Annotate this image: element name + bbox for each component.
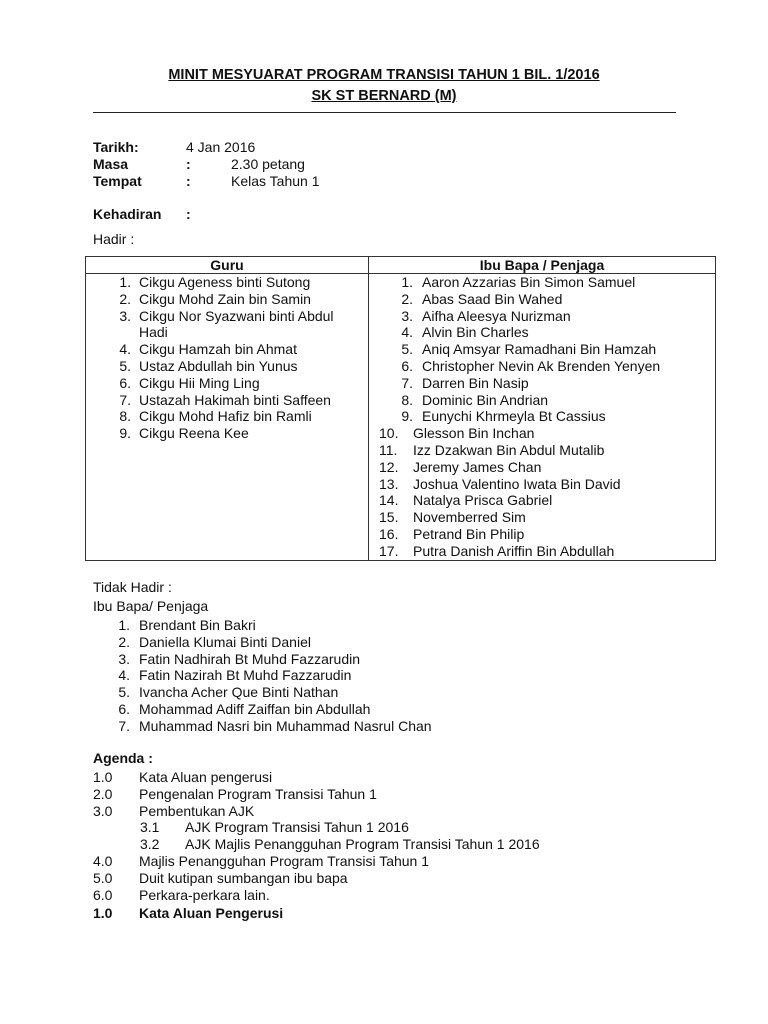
item-number: 7. [118,717,130,734]
item-number: 6. [401,357,413,374]
list-item [369,375,715,392]
agenda-number: 5.0 [93,869,113,886]
agenda-text: Pembentukan AJK [139,802,255,819]
list-item [93,684,432,701]
agenda-number: 1.0 [93,769,113,785]
agenda-text: AJK Majlis Penangguhan Program Transisi Tahun 1 2016 [185,836,540,853]
item-number: 1. [119,274,131,290]
item-name: Abas Saad Bin Wahed [422,290,563,307]
absent-list [93,617,432,735]
item-name: Cikgu Hii Ming Ling [139,374,260,391]
item-number: 1. [118,617,130,633]
item-name: Aifha Aleesya Nurizman [422,307,571,324]
list-item [86,375,368,392]
list-item [86,341,368,358]
item-name: Ustazah Hakimah binti Saffeen [139,391,331,408]
item-number: 7. [401,374,413,391]
list-item [379,509,715,526]
kehadiran-colon: : [186,206,191,222]
item-number: 4. [119,341,131,358]
agenda-text: Kata Aluan pengerusi [139,769,273,785]
list-item [369,392,715,409]
item-number: 13. [379,475,399,492]
item-number: 5. [401,341,413,358]
list-item [93,718,432,735]
list-item [369,291,715,308]
item-name: Muhammad Nasri bin Muhammad Nasrul Chan [139,717,432,734]
item-number: 3. [119,307,131,324]
list-item [86,358,368,375]
hadir-label: Hadir : [93,231,135,247]
agenda-number: 3.1 [140,819,160,836]
agenda-text: Pengenalan Program Transisi Tahun 1 [139,785,377,802]
item-number: 14. [379,492,399,509]
item-number: 12. [379,458,399,475]
tarikh-value: 4 Jan 2016 [186,139,256,155]
list-item [86,274,368,291]
masa-colon: : [186,156,191,172]
item-name: Cikgu Hamzah bin Ahmat [139,341,297,358]
list-item [93,651,432,668]
list-item [86,425,368,442]
agenda-number: 3.2 [140,836,160,853]
list-item [379,476,715,493]
list-item [86,392,368,409]
item-number: 9. [119,425,131,442]
item-number: 2. [118,633,130,650]
item-number: 1. [401,274,413,290]
item-number: 7. [119,391,131,408]
item-name: Cikgu Mohd Hafiz bin Ramli [139,408,312,425]
item-name: Eunychi Khrmeyla Bt Cassius [422,408,606,425]
list-item [379,442,715,459]
list-item [369,324,715,341]
agenda-number: 4.0 [93,852,113,869]
masa-value: 2.30 petang [231,156,305,172]
section-title: Kata Aluan Pengerusi [139,905,284,921]
item-name: Aniq Amsyar Ramadhani Bin Hamzah [422,341,657,358]
list-item [93,634,432,651]
item-number: 3. [401,307,413,324]
item-number: 5. [118,684,130,701]
item-name: Ivancha Acher Que Binti Nathan [139,684,339,701]
tidak-hadir-label: Tidak Hadir : [93,579,172,595]
agenda-item [93,853,540,870]
item-name: Natalya Prisca Gabriel [413,492,553,509]
ibu-bapa-header: Ibu Bapa / Penjaga [369,257,716,274]
item-name: Darren Bin Nasip [422,374,529,391]
tempat-value: Kelas Tahun 1 [231,173,320,189]
agenda-list [93,769,540,903]
agenda-text: Duit kutipan sumbangan ibu bapa [139,869,348,886]
agenda-text: Majlis Penangguhan Program Transisi Tahun 1 [139,852,430,869]
item-number: 4. [118,667,130,684]
item-name: Fatin Nazirah Bt Muhd Fazzarudin [139,667,352,684]
item-name: Cikgu Nor Syazwani binti Abdul Hadi [139,307,334,341]
guru-header: Guru [86,257,369,274]
item-number: 8. [119,408,131,425]
document-title: MINIT MESYUARAT PROGRAM TRANSISI TAHUN 1 BIL. 1/2016 [168,67,600,83]
list-item [86,291,368,308]
item-number: 10. [379,425,399,442]
item-name: Dominic Bin Andrian [422,391,549,408]
table-header-row [86,257,716,274]
list-item [86,308,349,342]
agenda-item [93,786,540,803]
item-name: Christopher Nevin Ak Brenden Yenyen [422,357,661,374]
item-name: Putra Danish Ariffin Bin Abdullah [413,542,615,559]
list-item [379,425,715,442]
item-name: Jeremy James Chan [413,458,542,475]
item-name: Cikgu Ageness binti Sutong [139,274,311,290]
item-name: Fatin Nadhirah Bt Muhd Fazzarudin [139,650,360,667]
agenda-number: 6.0 [93,886,113,903]
item-name: Novemberred Sim [413,509,526,526]
list-item [369,358,715,375]
tempat-label: Tempat [93,173,142,189]
item-name: Cikgu Mohd Zain bin Samin [139,290,311,307]
list-item [379,492,715,509]
item-name: Aaron Azzarias Bin Simon Samuel [422,274,636,290]
agenda-item [93,769,540,786]
item-name: Cikgu Reena Kee [139,425,249,442]
guru-cell [86,274,369,561]
item-number: 3. [118,650,130,667]
item-number: 4. [401,324,413,341]
school-name: SK ST BERNARD (M) [311,88,457,104]
table-body-row [86,274,716,561]
masa-label: Masa [93,156,129,172]
guru-list [86,274,368,442]
kehadiran-label: Kehadiran [93,206,162,222]
list-item [93,701,432,718]
agenda-text: AJK Program Transisi Tahun 1 2016 [185,819,409,836]
tidak-hadir-group: Ibu Bapa/ Penjaga [93,598,209,614]
item-number: 16. [379,525,399,542]
list-item [369,408,715,425]
item-name: Daniella Klumai Binti Daniel [139,633,311,650]
item-name: Izz Dzakwan Bin Abdul Mutalib [413,441,605,458]
tarikh-label: Tarikh: [93,139,139,155]
list-item [369,274,715,291]
item-name: Glesson Bin Inchan [413,425,535,442]
agenda-number: 3.0 [93,802,113,819]
agenda-label: Agenda : [93,750,153,766]
item-name: Mohammad Adiff Zaiffan bin Abdullah [139,700,371,717]
tempat-colon: : [186,173,191,189]
item-number: 17. [379,542,399,559]
item-number: 6. [118,700,130,717]
item-name: Joshua Valentino Iwata Bin David [413,475,621,492]
agenda-item [93,887,540,904]
item-number: 2. [119,290,131,307]
list-item [379,459,715,476]
agenda-number: 2.0 [93,785,113,802]
list-item [93,617,432,634]
ibu-bapa-cell [369,274,716,561]
list-item [86,408,368,425]
agenda-item [93,819,540,836]
list-item [369,341,715,358]
item-name: Brendant Bin Bakri [139,617,256,633]
agenda-item [93,870,540,887]
list-item [369,308,715,325]
item-number: 5. [119,357,131,374]
item-number: 8. [401,391,413,408]
list-item [379,526,715,543]
item-number: 11. [379,441,398,458]
attendance-table [85,256,716,561]
item-number: 9. [401,408,413,425]
item-name: Petrand Bin Philip [413,525,525,542]
list-item [379,543,715,560]
title-divider [93,112,676,113]
item-name: Alvin Bin Charles [422,324,529,341]
item-name: Ustaz Abdullah bin Yunus [139,357,298,374]
item-number: 6. [119,374,131,391]
item-number: 2. [401,290,413,307]
item-number: 15. [379,509,399,526]
ibu-bapa-list [369,274,715,560]
agenda-item [93,803,540,820]
list-item [93,667,432,684]
agenda-text: Perkara-perkara lain. [139,886,270,903]
section-number: 1.0 [93,905,113,921]
agenda-item [93,836,540,853]
